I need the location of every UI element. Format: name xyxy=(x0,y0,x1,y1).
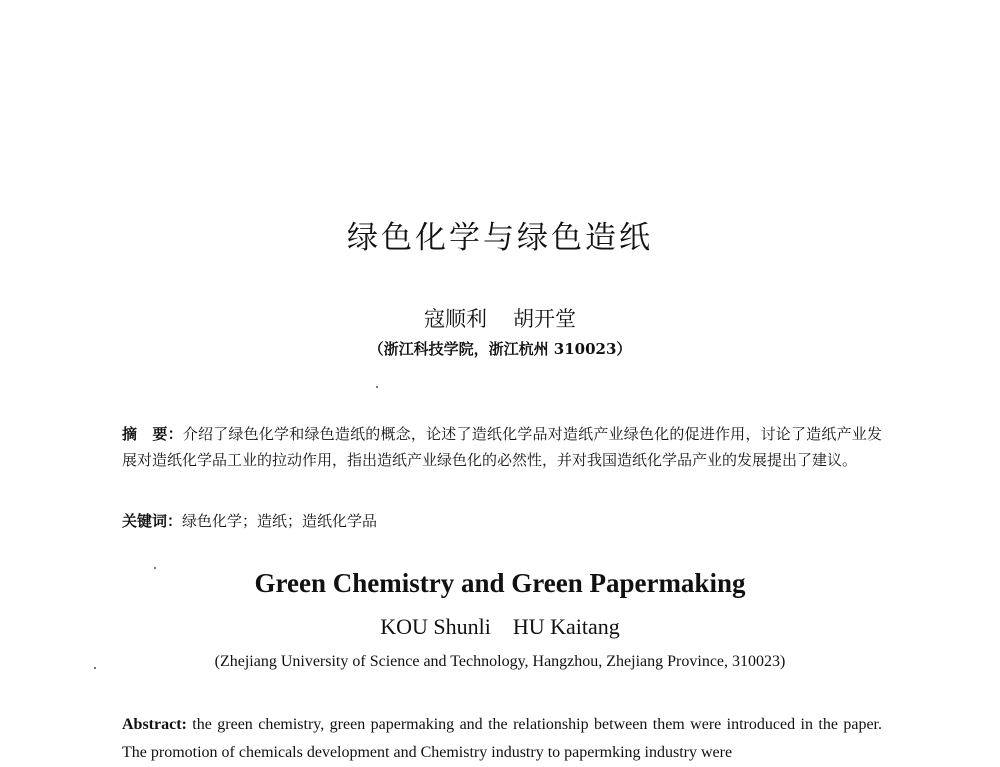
english-author-1: KOU Shunli xyxy=(380,614,491,639)
scan-speck xyxy=(376,386,378,388)
scan-speck xyxy=(154,567,156,569)
chinese-keywords-text: 绿色化学；造纸；造纸化学品 xyxy=(182,512,378,530)
scan-speck xyxy=(94,667,96,669)
english-affiliation: (Zhejiang University of Science and Technology, Hangzhou, Zhejiang Province, 310023) xyxy=(214,653,786,670)
english-abstract-text: the green chemistry, green papermaking and the relationship between them were introduced in the paper. The promotion of chemicals development and Chemistry industry to papermking industry were xyxy=(122,716,882,761)
chinese-abstract xyxy=(122,421,882,473)
english-author-2: HU Kaitang xyxy=(512,614,620,639)
chinese-author-2: 胡开堂 xyxy=(513,307,576,331)
english-abstract xyxy=(122,711,882,767)
chinese-keywords xyxy=(122,508,882,534)
chinese-affiliation: （浙江科技学院，浙江杭州 310023） xyxy=(368,340,632,358)
chinese-author-1: 寇顺利 xyxy=(424,307,487,331)
chinese-authors xyxy=(0,303,1000,333)
chinese-keywords-label: 关键词： xyxy=(122,512,183,530)
chinese-abstract-text: 介绍了绿色化学和绿色造纸的概念，论述了造纸化学品对造纸产业绿色化的促进作用，讨论了造纸产业发展对造纸化学品工业的拉动作用，指出造纸产业绿色化的必然性，并对我国造纸化学品产业的发展提出了建议。 xyxy=(122,425,882,469)
chinese-title: 绿色化学与绿色造纸 xyxy=(347,220,653,256)
english-title: Green Chemistry and Green Papermaking xyxy=(254,568,746,598)
english-authors xyxy=(0,614,1000,640)
english-abstract-label: Abstract: xyxy=(122,716,187,733)
chinese-abstract-label: 摘 要： xyxy=(122,425,183,443)
